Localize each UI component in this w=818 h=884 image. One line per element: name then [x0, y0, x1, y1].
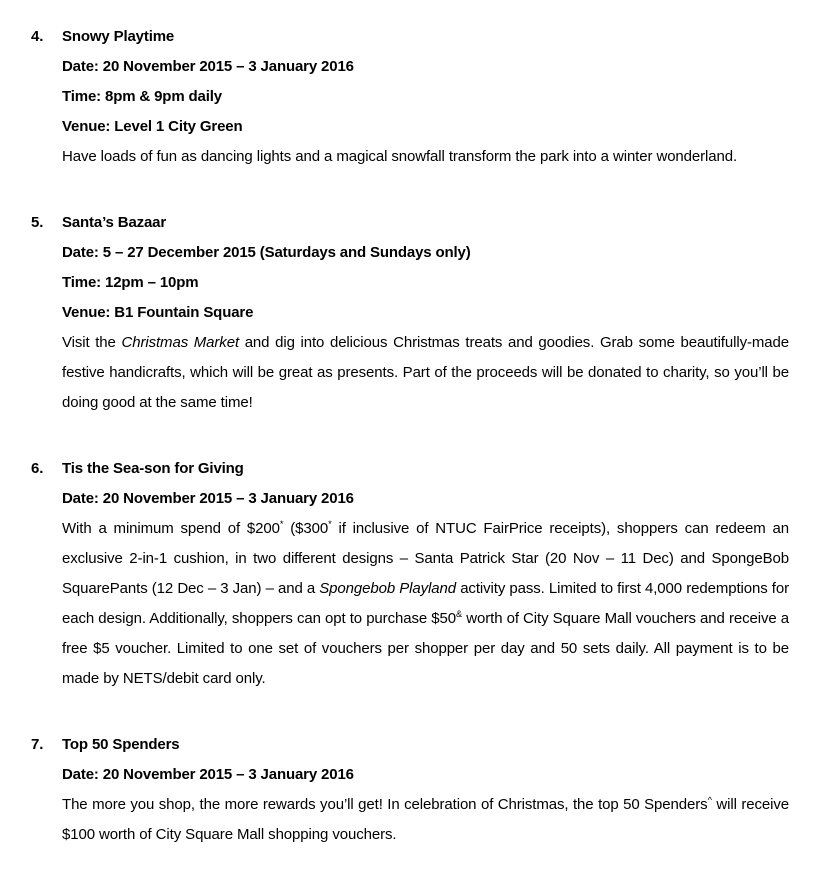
event-venue-line: Venue: Level 1 City Green	[62, 118, 243, 135]
description-text: Have loads of fun as dancing lights and a magical snowfall transform the park into a winter wonderland.	[62, 148, 738, 165]
description-text: Visit the	[62, 334, 122, 351]
event-item	[31, 730, 788, 850]
event-item-number: 6.	[31, 460, 44, 477]
event-item-body	[62, 454, 789, 694]
description-text: if inclusive of NTUC FairPrice receipts), shoppers can redeem an exclusive 2-in-1 cushion, in two different designs – Santa Patrick Star (20 Nov – 11 Dec) and SpongeBob SquarePants (12 Dec – 3 Jan) – and a	[62, 520, 790, 597]
event-description	[62, 514, 789, 694]
description-text: worth of City Square Mall vouchers and receive a free $5 voucher. Limited to one set of vouchers per shopper per day and 50 sets daily. All payment is to be made by NETS/debit card only.	[62, 610, 789, 687]
event-date-line: Date: 20 November 2015 – 3 January 2016	[62, 766, 354, 783]
emphasis-text: Spongebob Playland	[319, 580, 457, 597]
event-item-body	[62, 208, 789, 418]
description-text: The more you shop, the more rewards you’ll get! In celebration of Christmas, the top 50 Spenders	[62, 796, 708, 813]
description-text: and dig into delicious Christmas treats and goodies. Grab some beautifully-made festive handicrafts, which will be great as presents. Part of the proceeds will be donated to charity, so you’ll be doing good at the same time!	[62, 334, 789, 411]
description-text: With a minimum spend of $200	[62, 520, 280, 537]
footnote-marker: &	[455, 609, 463, 619]
event-description	[62, 142, 789, 172]
event-item-number: 7.	[31, 736, 44, 753]
emphasis-text: Christmas Market	[121, 334, 240, 351]
event-item-body	[62, 730, 789, 850]
event-item	[31, 208, 788, 418]
footnote-marker: ^	[707, 795, 712, 805]
event-description	[62, 790, 789, 850]
event-time-line: Time: 12pm – 10pm	[62, 274, 199, 291]
event-item	[31, 454, 788, 694]
event-date-line: Date: 20 November 2015 – 3 January 2016	[62, 490, 354, 507]
event-time-line: Time: 8pm & 9pm daily	[62, 88, 222, 105]
footnote-marker: *	[328, 519, 332, 529]
event-item-number: 5.	[31, 214, 44, 231]
event-date-line: Date: 20 November 2015 – 3 January 2016	[62, 58, 354, 75]
footnote-marker: *	[279, 519, 284, 529]
event-item-body	[62, 22, 789, 172]
event-description	[62, 328, 789, 418]
description-text: ($300	[283, 520, 329, 537]
event-heading: Snowy Playtime	[62, 28, 175, 45]
event-item-number: 4.	[31, 28, 44, 45]
event-heading: Top 50 Spenders	[62, 736, 180, 753]
description-text: will receive $100 worth of City Square Mall shopping vouchers.	[62, 796, 789, 843]
event-date-line: Date: 5 – 27 December 2015 (Saturdays and Sundays only)	[62, 244, 471, 261]
numbered-event-list	[31, 22, 788, 850]
event-venue-line: Venue: B1 Fountain Square	[62, 304, 254, 321]
event-item	[31, 22, 788, 172]
description-text: activity pass. Limited to first 4,000 redemptions for each design. Additionally, shoppers can opt to purchase $50	[62, 580, 790, 627]
event-heading: Tis the Sea-son for Giving	[62, 460, 244, 477]
event-heading: Santa’s Bazaar	[62, 214, 167, 231]
